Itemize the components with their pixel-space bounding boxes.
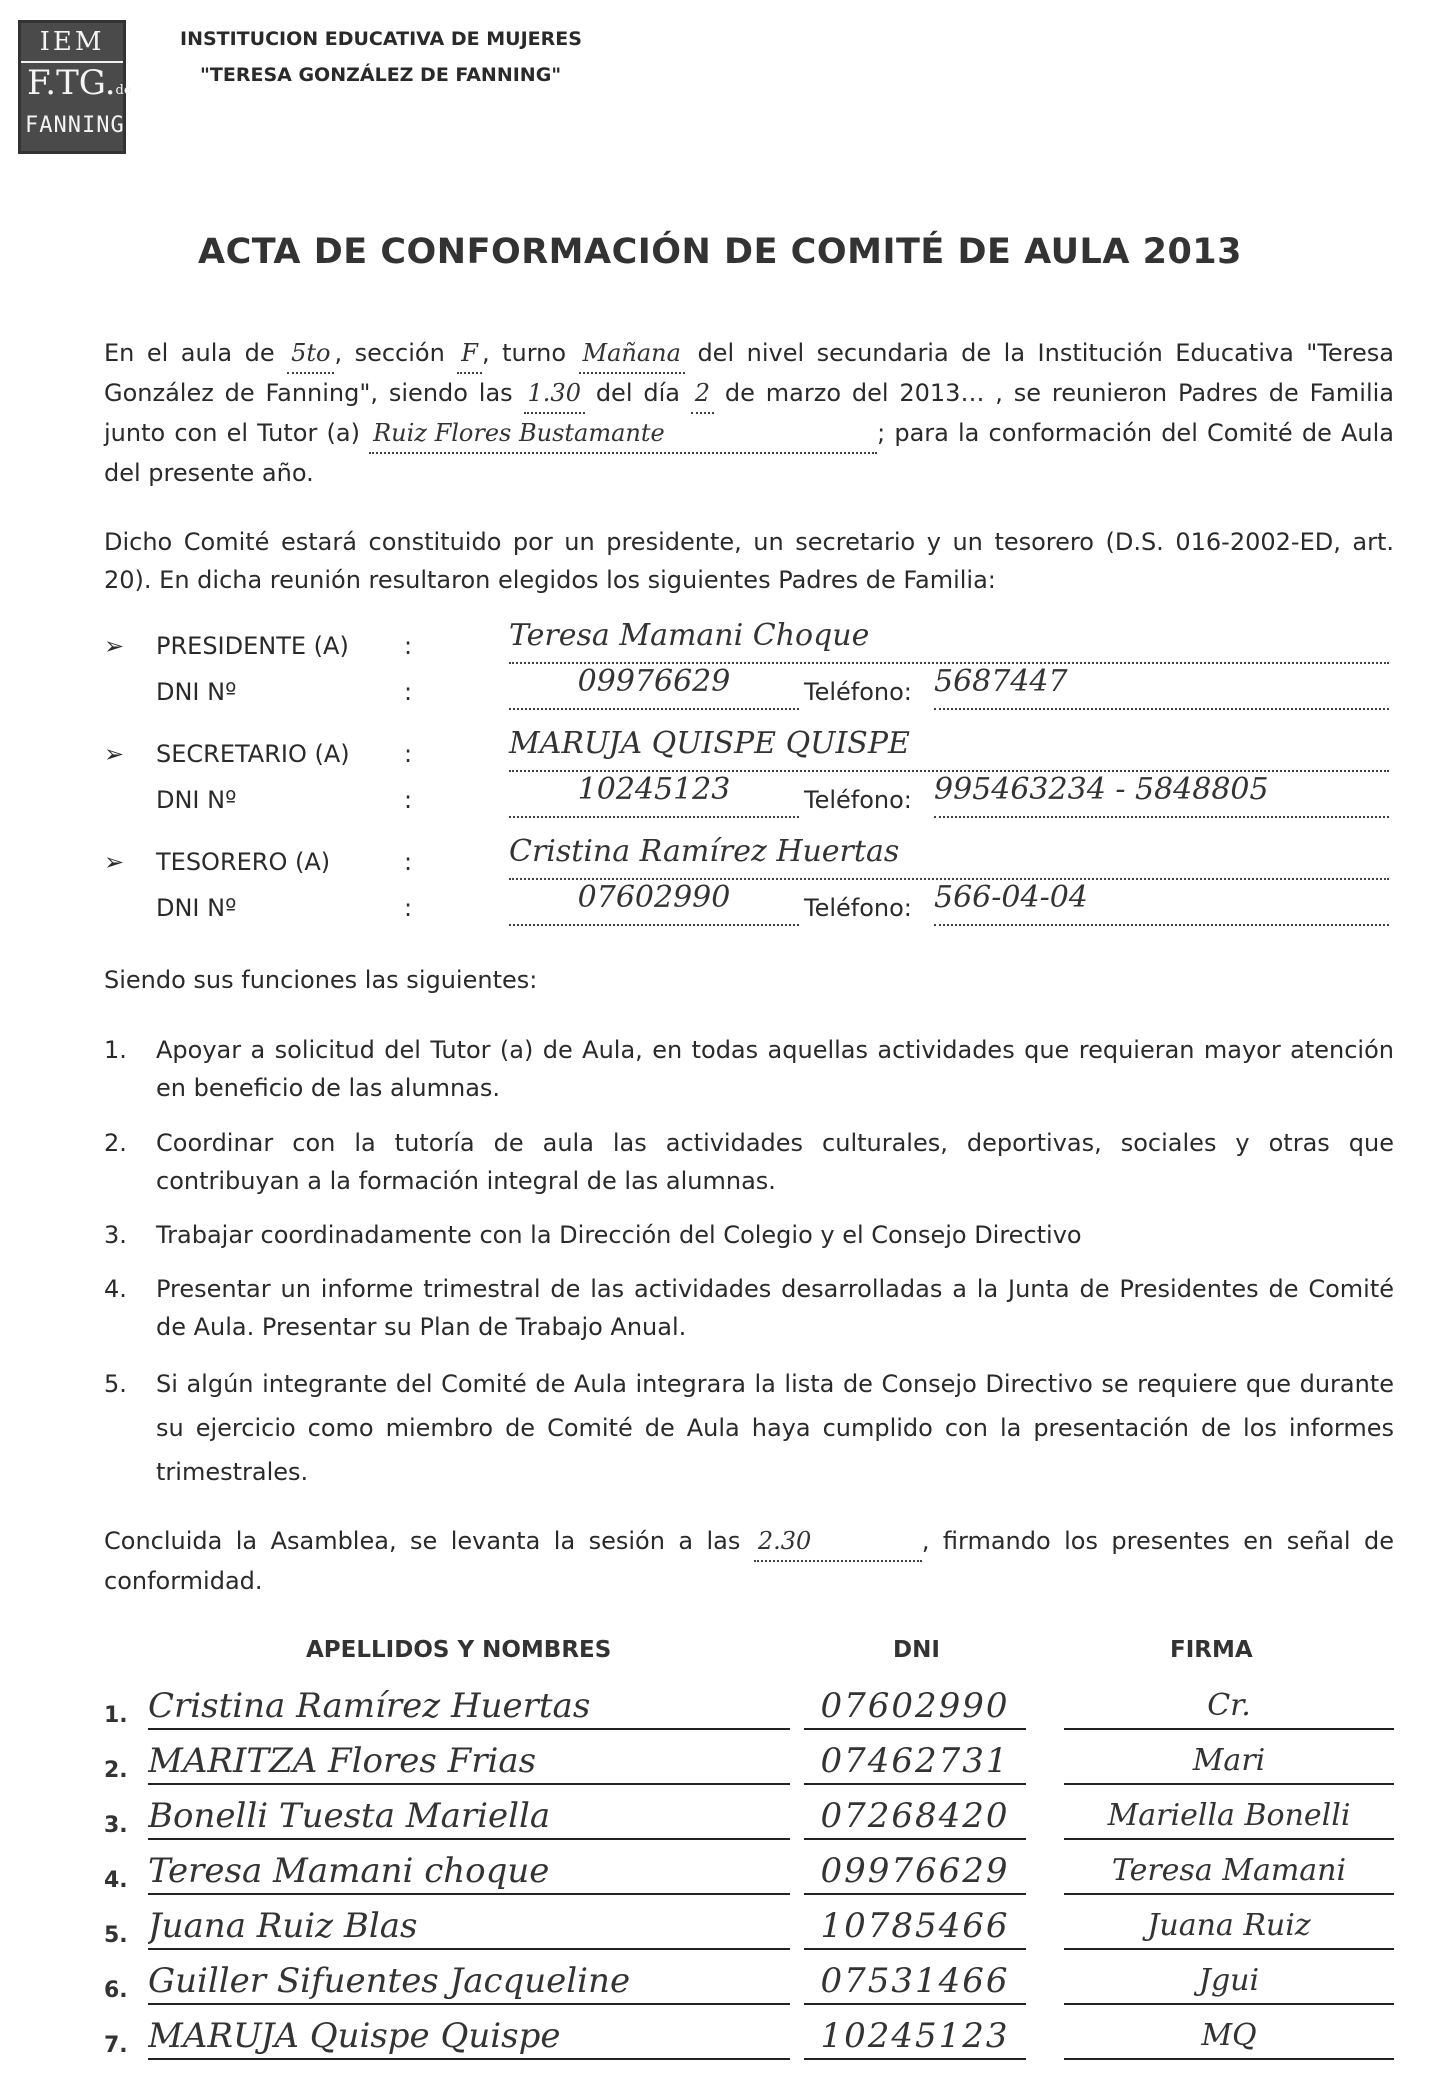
arrow-icon: ➢ — [104, 740, 125, 768]
logo-bottom-text: FANNING — [25, 113, 125, 138]
row-signature: Mari — [1064, 1733, 1394, 1785]
tutor-field: Ruiz Flores Bustamante — [369, 414, 877, 454]
table-row — [104, 1896, 1394, 1950]
officer-treasurer-row — [104, 834, 1394, 884]
intro-text-5: del día — [584, 379, 691, 407]
function-text: Si algún integrante del Comité de Aula integrara la lista de Consejo Directivo se requiere que durante su ejercicio como miembro de Comité de Aula haya cumplido con la presentación de los informes trimestrales. — [156, 1370, 1394, 1486]
hora-field: 1.30 — [524, 374, 585, 414]
aula-field: 5to — [287, 334, 334, 374]
officer-phone: 566-04-04 — [934, 880, 1389, 926]
closing-paragraph — [104, 1522, 1394, 1600]
intro-text-6: de marzo del 2013… , se reunieron Padres de Familia junto con el Tutor (a) — [104, 379, 1394, 447]
row-name: MARUJA Quispe Quispe — [148, 2008, 790, 2060]
intro-text-1: En el aula de — [104, 339, 288, 367]
function-number: 4. — [104, 1275, 127, 1303]
function-text: Trabajar coordinadamente con la Dirección del Colegio y el Consejo Directivo — [156, 1221, 1082, 1249]
officer-role: TESORERO (A) — [156, 848, 331, 876]
row-name: MARITZA Flores Frias — [148, 1733, 790, 1785]
row-signature: Mariella Bonelli — [1064, 1788, 1394, 1840]
logo-mid-main: F.TG. — [27, 63, 116, 103]
institution-name: INSTITUCION EDUCATIVA DE MUJERES — [180, 28, 582, 50]
officer-role: PRESIDENTE (A) — [156, 632, 349, 660]
table-row — [104, 1786, 1394, 1840]
intro-text-4: del nivel secundaria de la Institución Educativa "Teresa González de Fanning", siendo las — [104, 339, 1394, 407]
document-title: ACTA DE CONFORMACIÓN DE COMITÉ DE AULA 2013 — [197, 232, 1243, 272]
row-dni: 07602990 — [804, 1678, 1026, 1730]
function-text: Presentar un informe trimestral de las actividades desarrolladas a la Junta de Presidentes de Comité de Aula. Presentar su Plan de Trabajo Anual. — [156, 1275, 1394, 1341]
officer-president-row — [104, 618, 1394, 668]
closing-hora-field: 2.30 — [754, 1522, 922, 1562]
table-row — [104, 1676, 1394, 1730]
institution-subname: "TERESA GONZÁLEZ DE FANNING" — [200, 64, 562, 86]
row-signature: Cr. — [1064, 1678, 1394, 1730]
function-number: 2. — [104, 1129, 127, 1157]
dni-label: DNI Nº — [156, 894, 237, 922]
row-number: 4. — [104, 1868, 128, 1893]
logo-mid-text — [21, 63, 132, 111]
arrow-icon: ➢ — [104, 848, 125, 876]
colon: : — [404, 786, 413, 814]
table-row — [104, 1951, 1394, 2005]
officer-president-dni-row — [104, 664, 1394, 714]
intro-text-2: , sección — [334, 339, 458, 367]
row-number: 6. — [104, 1978, 128, 2003]
function-number: 5. — [104, 1370, 127, 1398]
row-number: 5. — [104, 1923, 128, 1948]
closing-text-1: Concluida la Asamblea, se levanta la sesión a las — [104, 1527, 754, 1555]
officer-treasurer-dni-row — [104, 880, 1394, 930]
row-name: Juana Ruiz Blas — [148, 1898, 790, 1950]
row-dni: 10245123 — [804, 2008, 1026, 2060]
constitution-paragraph: Dicho Comité estará constituido por un presidente, un secretario y un tesorero (D.S. 016-2002-ED, art. 20). En dicha reunión resultaron elegidos los siguientes Padres de Familia: — [104, 528, 1394, 594]
functions-title: Siendo sus funciones las siguientes: — [104, 966, 538, 994]
row-number: 2. — [104, 1758, 128, 1783]
colon: : — [404, 894, 413, 922]
dni-label: DNI Nº — [156, 786, 237, 814]
seccion-field: F — [457, 334, 482, 374]
row-name: Teresa Mamani choque — [148, 1843, 790, 1895]
row-signature: Teresa Mamani — [1064, 1843, 1394, 1895]
row-name: Bonelli Tuesta Mariella — [148, 1788, 790, 1840]
colon: : — [404, 740, 413, 768]
row-number: 7. — [104, 2033, 128, 2058]
officer-dni: 07602990 — [509, 880, 799, 926]
intro-text-7: ; para la conformación del Comité de Aula del presente año. — [104, 419, 1394, 487]
intro-text-3: , turno — [481, 339, 579, 367]
dni-label: DNI Nº — [156, 678, 237, 706]
phone-label: Teléfono: — [804, 786, 912, 814]
row-signature: Jgui — [1064, 1953, 1394, 2005]
row-dni: 07531466 — [804, 1953, 1026, 2005]
logo-top-text: IEM — [21, 23, 123, 63]
row-dni: 07268420 — [804, 1788, 1026, 1840]
turno-field: Mañana — [579, 334, 685, 374]
officer-phone: 995463234 - 5848805 — [934, 772, 1389, 818]
closing-text-2: , firmando los presentes en señal de conformidad. — [104, 1527, 1394, 1595]
col-header-signature: FIRMA — [1170, 1637, 1253, 1663]
row-name: Cristina Ramírez Huertas — [148, 1678, 790, 1730]
function-text: Apoyar a solicitud del Tutor (a) de Aula, en todas aquellas actividades que requieran mayor atención en beneficio de las alumnas. — [156, 1036, 1394, 1102]
intro-paragraph — [104, 334, 1394, 492]
table-row — [104, 1731, 1394, 1785]
table-row — [104, 1841, 1394, 1895]
row-name: Guiller Sifuentes Jacqueline — [148, 1953, 790, 2005]
colon: : — [404, 848, 413, 876]
officer-name: MARUJA QUISPE QUISPE — [509, 726, 1389, 772]
row-dni: 10785466 — [804, 1898, 1026, 1950]
row-number: 1. — [104, 1703, 128, 1728]
school-logo — [18, 20, 132, 154]
row-signature: Juana Ruiz — [1064, 1898, 1394, 1950]
officer-dni: 09976629 — [509, 664, 799, 710]
officer-name: Teresa Mamani Choque — [509, 618, 1389, 664]
col-header-dni: DNI — [893, 1637, 940, 1663]
colon: : — [404, 632, 413, 660]
row-dni: 09976629 — [804, 1843, 1026, 1895]
dia-field: 2 — [691, 374, 714, 414]
logo-mid-small: de — [115, 83, 132, 98]
officer-secretary-dni-row — [104, 772, 1394, 822]
row-signature: MQ — [1064, 2008, 1394, 2060]
row-number: 3. — [104, 1813, 128, 1838]
officer-dni: 10245123 — [509, 772, 799, 818]
officer-role: SECRETARIO (A) — [156, 740, 350, 768]
function-text: Coordinar con la tutoría de aula las actividades culturales, deportivas, sociales y otras que contribuyan a la formación integral de las alumnas. — [156, 1129, 1394, 1195]
function-number: 3. — [104, 1221, 127, 1249]
officer-phone: 5687447 — [934, 664, 1389, 710]
row-dni: 07462731 — [804, 1733, 1026, 1785]
function-number: 1. — [104, 1036, 127, 1064]
officer-secretary-row — [104, 726, 1394, 776]
colon: : — [404, 678, 413, 706]
phone-label: Teléfono: — [804, 894, 912, 922]
table-row — [104, 2006, 1394, 2060]
officer-name: Cristina Ramírez Huertas — [509, 834, 1389, 880]
col-header-names: APELLIDOS Y NOMBRES — [306, 1637, 612, 1663]
arrow-icon: ➢ — [104, 632, 125, 660]
phone-label: Teléfono: — [804, 678, 912, 706]
